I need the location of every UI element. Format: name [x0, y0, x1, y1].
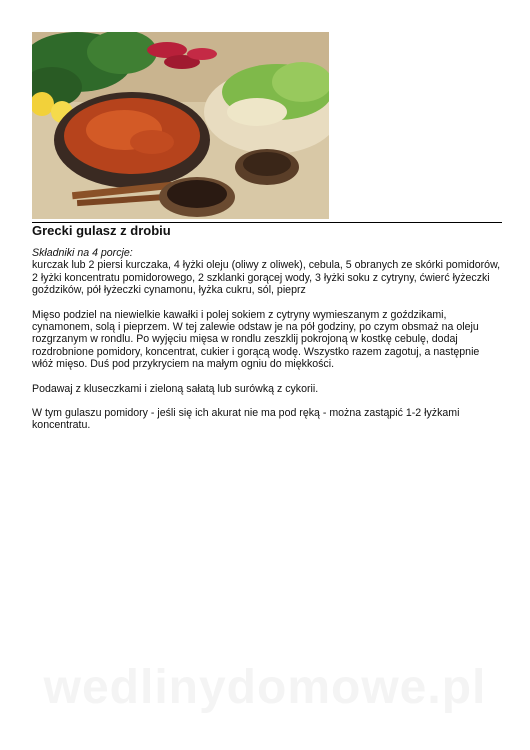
recipe-photo [32, 32, 329, 219]
preparation-paragraph: Mięso podziel na niewielkie kawałki i polej sokiem z cytryny wymieszanym z goździkami, cynamonem, solą i pieprzem. W tej zalewie odstaw je na pół godziny, po czym obsmaż na oleju rozgrzanym w rondlu. Po wyjęciu mięsa w rondlu zeszklij pokrojoną w kostkę cebulę, dodaj rozdrobnione pomidory, koncentrat, cukier i gorącą wodę. Wszystko razem zagotuj, a następnie włóż mięso. Duś pod przykryciem na małym ogniu do miękkości. [32, 308, 480, 371]
recipe-content [32, 247, 502, 444]
serving-paragraph: Podawaj z kluseczkami i zieloną sałatą lub surówką z cykorii. [32, 382, 319, 395]
ingredients-block [32, 247, 502, 297]
recipe-title: Grecki gulasz z drobiu [32, 222, 502, 239]
ingredients-label: Składniki na 4 porcje: [32, 247, 133, 259]
tip-paragraph: W tym gulaszu pomidory - jeśli się ich akurat nie ma pod ręką - można zastąpić 1-2 łyżkami koncentratu. [32, 407, 460, 432]
watermark: wedlinydomowe.pl [43, 661, 487, 714]
ingredients-list: kurczak lub 2 piersi kurczaka, 4 łyżki oleju (oliwy z oliwek), cebula, 5 obranych ze skórki pomidorów, 2 łyżki koncentratu pomidorowego, 2 szklanki gorącej wody, 3 łyżki soku z cytryny, ćwierć łyżeczki goździków, pół łyżeczki cynamonu, łyżka cukru, sól, pieprz [32, 259, 501, 297]
